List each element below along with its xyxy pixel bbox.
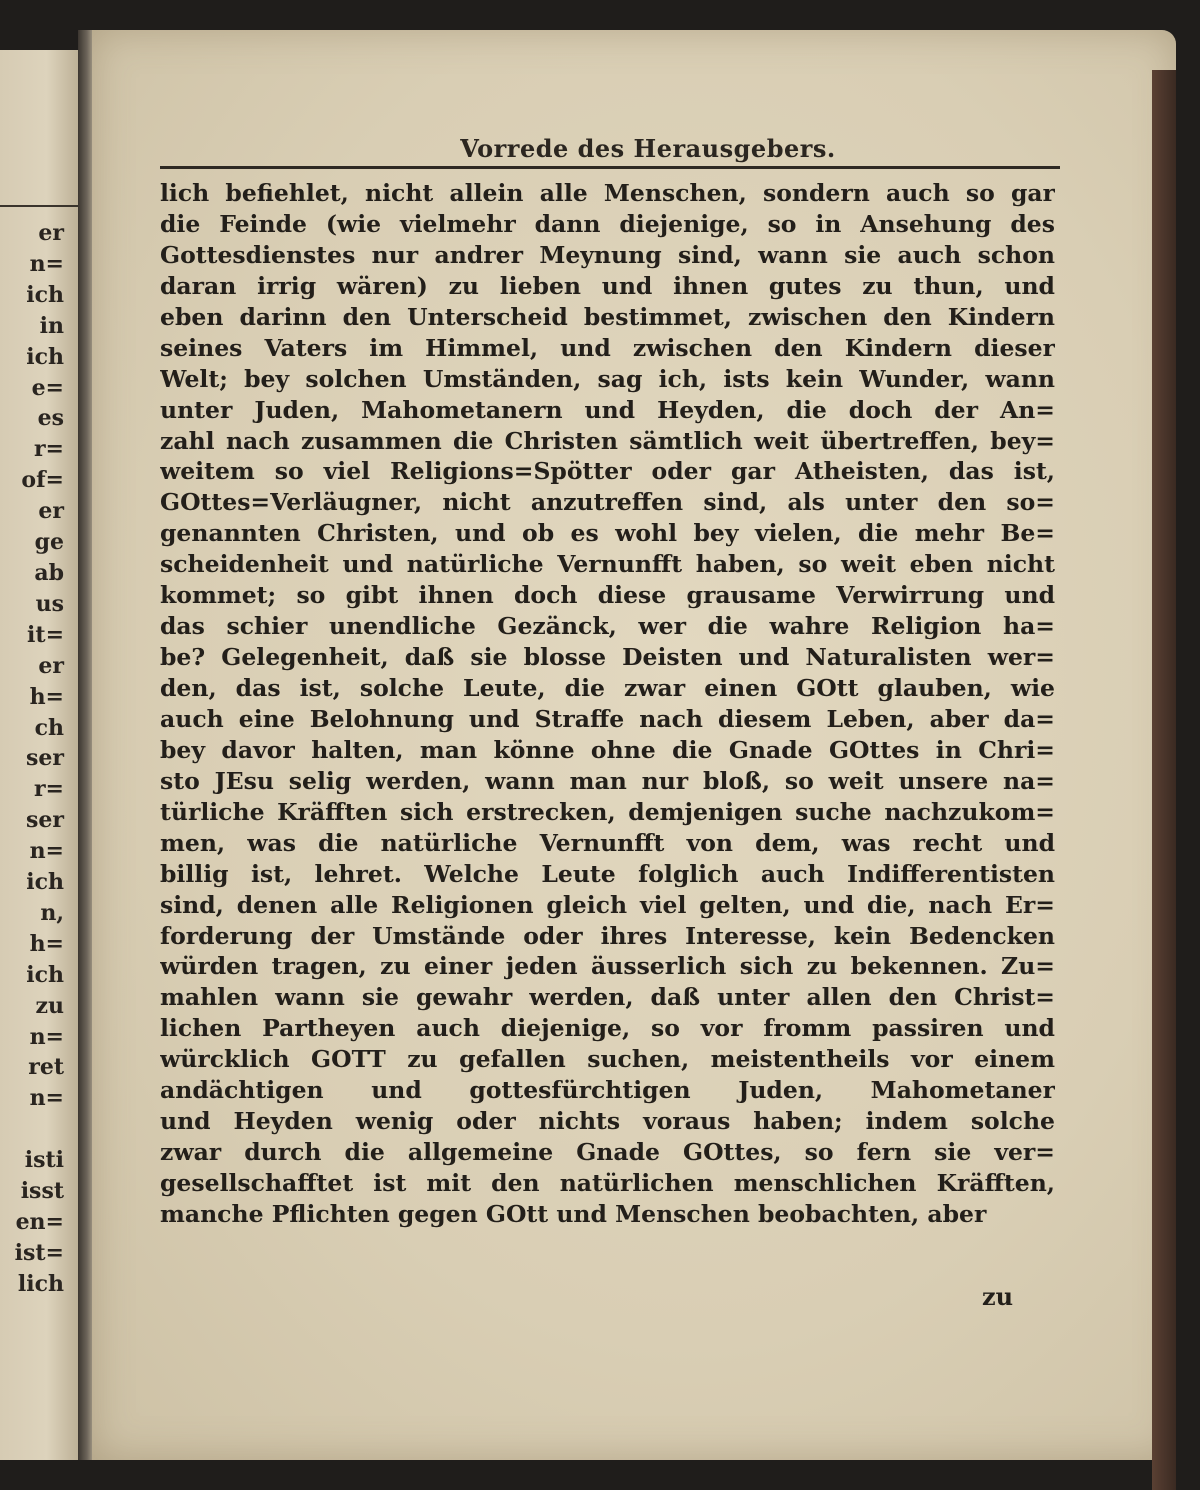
page-edge-cover	[1152, 70, 1176, 1490]
text-line: scheidenheit und natürliche Vernunfft haben, so weit eben nicht	[160, 550, 1055, 579]
text-line: zahl nach zusammen die Christen sämtlich weit übertreffen, bey=	[160, 426, 1055, 455]
left-text-fragment: zu	[35, 992, 64, 1019]
catchword: zu	[982, 1282, 1014, 1311]
text-line: auch eine Belohnung und Straffe nach diesem Leben, aber da=	[160, 704, 1055, 733]
left-text-fragment: ch	[34, 714, 64, 741]
left-text-fragment: h=	[29, 930, 64, 957]
text-line: bey davor halten, man könne ohne die Gnade GOttes in Chri=	[160, 735, 1055, 764]
left-page-rule	[0, 205, 78, 207]
text-line: forderung der Umstände oder ihres Interesse, kein Bedencken	[160, 921, 1055, 950]
text-line: genannten Christen, und ob es wohl bey vielen, die mehr Be=	[160, 519, 1055, 548]
running-head-rule	[160, 166, 1060, 169]
text-line: und Heyden wenig oder nichts voraus haben; indem solche	[160, 1107, 1055, 1136]
left-text-fragment: it=	[27, 621, 64, 648]
text-line: sind, denen alle Religionen gleich viel gelten, und die, nach Er=	[160, 890, 1055, 919]
left-text-fragment: ich	[26, 343, 64, 370]
text-line: würden tragen, zu einer jeden äusserlich sich zu bekennen. Zu=	[160, 952, 1055, 981]
text-line: unter Juden, Mahometanern und Heyden, die doch der An=	[160, 395, 1055, 424]
left-text-fragment: isti	[24, 1147, 64, 1174]
left-text-fragment: us	[35, 590, 64, 617]
text-line: kommet; so gibt ihnen doch diese grausame Verwirrung und	[160, 581, 1055, 610]
left-page-text-fragments	[2, 218, 76, 1300]
text-line: seines Vaters im Himmel, und zwischen den Kindern dieser	[160, 333, 1055, 362]
right-page	[92, 30, 1176, 1460]
text-line: würcklich GOTT zu gefallen suchen, meistentheils vor einem	[160, 1045, 1055, 1074]
left-text-fragment: ser	[26, 745, 64, 772]
text-line: türliche Kräfften sich erstrecken, demjenigen suche nachzukom=	[160, 797, 1055, 826]
left-text-fragment: isst	[20, 1178, 64, 1205]
text-line: die Feinde (wie vielmehr dann diejenige, so in Ansehung des	[160, 209, 1055, 238]
left-text-fragment: ret	[28, 1054, 64, 1081]
left-text-fragment: ich	[26, 869, 64, 896]
text-line: mahlen wann sie gewahr werden, daß unter allen den Christ=	[160, 983, 1055, 1012]
text-line: billig ist, lehret. Welche Leute folglich auch Indifferentisten	[160, 859, 1055, 888]
text-line: manche Pflichten gegen GOtt und Menschen beobachten, aber	[160, 1199, 987, 1228]
text-line: lich befiehlet, nicht allein alle Menschen, sondern auch so gar	[160, 179, 1055, 207]
left-text-fragment: h=	[29, 683, 64, 710]
text-line: den, das ist, solche Leute, die zwar einen GOtt glauben, wie	[160, 674, 1055, 702]
text-line: men, was die natürliche Vernunfft von dem, was recht und	[160, 828, 1055, 857]
left-facing-page	[0, 50, 80, 1460]
text-line: GOttes=Verläugner, nicht anzutreffen sind, als unter den so=	[160, 488, 1055, 517]
left-text-fragment: n=	[29, 250, 64, 277]
text-line: zwar durch die allgemeine Gnade GOttes, so fern sie ver=	[160, 1138, 1055, 1167]
left-text-fragment: ab	[34, 559, 64, 586]
text-line: eben darinn den Unterscheid bestimmet, zwischen den Kindern	[160, 302, 1055, 331]
left-text-fragment: r=	[33, 776, 64, 803]
left-text-fragment: n,	[40, 899, 64, 926]
text-line: das schier unendliche Gezänck, wer die wahre Religion ha=	[160, 612, 1055, 641]
left-text-fragment: ser	[26, 807, 64, 834]
left-text-fragment: ist=	[14, 1239, 64, 1266]
text-line: daran irrig wären) zu lieben und ihnen gutes zu thun, und	[160, 271, 1055, 300]
text-line: lichen Partheyen auch diejenige, so vor fromm passiren und	[160, 1014, 1055, 1043]
left-text-fragment: er	[38, 652, 64, 679]
text-line: sto JEsu selig werden, wann man nur bloß, so weit unsere na=	[160, 766, 1055, 795]
text-line: weitem so viel Religions=Spötter oder gar Atheisten, das ist,	[160, 457, 1055, 486]
left-text-fragment: n=	[29, 1023, 64, 1050]
left-text-fragment: en=	[15, 1209, 64, 1235]
left-text-fragment: er	[38, 220, 64, 246]
left-text-fragment: of=	[21, 467, 64, 494]
left-text-fragment: ich	[26, 281, 64, 308]
text-line: be? Gelegenheit, daß sie blosse Deisten und Naturalisten wer=	[160, 643, 1055, 672]
left-text-fragment: n=	[29, 838, 64, 865]
left-text-fragment: ich	[26, 961, 64, 988]
text-line: gesellschafftet ist mit den natürlichen menschlichen Kräfften,	[160, 1169, 1055, 1197]
left-text-fragment: in	[39, 312, 64, 339]
left-text-fragment: e=	[31, 374, 64, 401]
left-text-fragment: r=	[33, 436, 64, 463]
left-text-fragment: n=	[29, 1085, 64, 1112]
text-line: Welt; bey solchen Umständen, sag ich, ists kein Wunder, wann	[160, 364, 1055, 393]
left-text-fragment: er	[38, 498, 64, 525]
text-line: Gottesdienstes nur andrer Meynung sind, wann sie auch schon	[160, 240, 1055, 269]
text-line: andächtigen und gottesfürchtigen Juden, Mahometaner	[160, 1076, 1055, 1105]
left-text-fragment: lich	[17, 1270, 64, 1297]
left-text-fragment: es	[37, 405, 64, 432]
left-text-fragment	[2, 1114, 76, 1145]
running-head: Vorrede des Herausgebers.	[460, 134, 836, 163]
left-text-fragment: ge	[34, 529, 64, 556]
body-text	[160, 178, 1055, 1230]
